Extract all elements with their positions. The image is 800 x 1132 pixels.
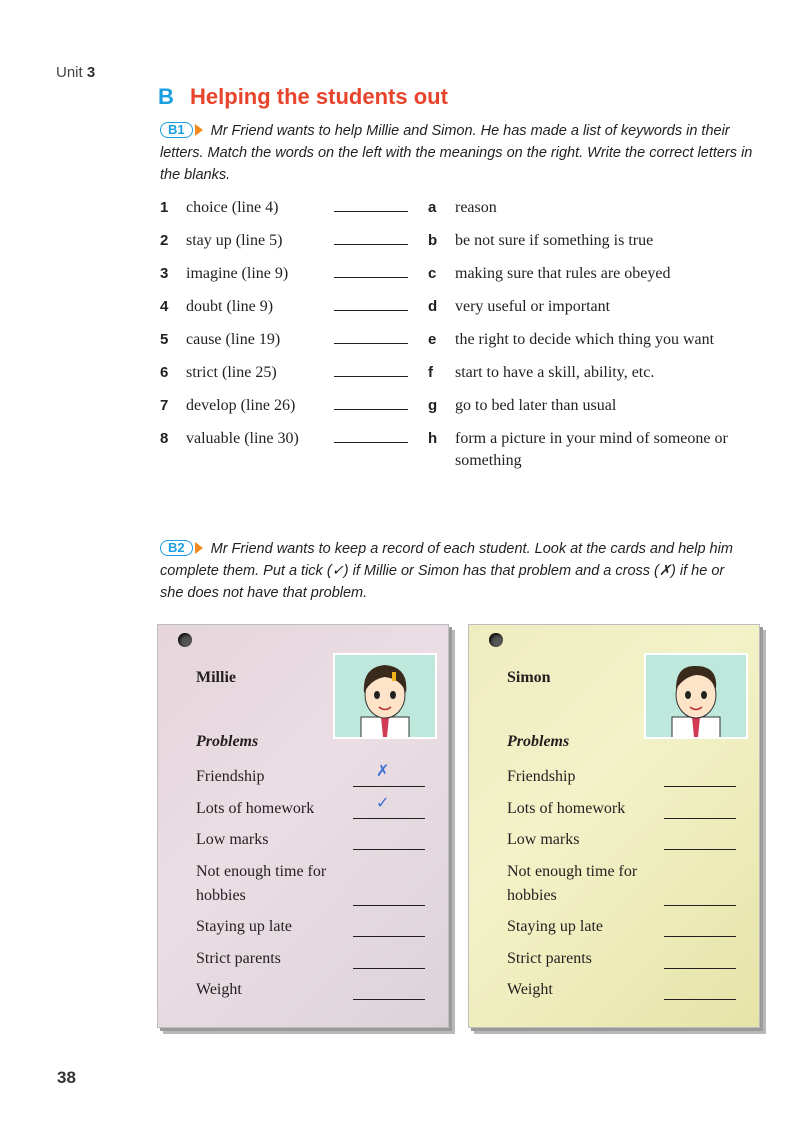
problems-heading: Problems xyxy=(196,733,259,750)
answer-blank[interactable] xyxy=(353,905,425,906)
problem-row xyxy=(507,860,657,908)
problem-label: Friendship xyxy=(507,768,576,785)
match-row xyxy=(160,395,760,417)
meaning-letter: g xyxy=(428,397,438,414)
answer-blank[interactable] xyxy=(664,936,736,937)
answer-blank[interactable] xyxy=(334,296,408,311)
answer-blank[interactable] xyxy=(353,849,425,850)
punch-hole-icon xyxy=(489,633,503,647)
matching-exercise xyxy=(160,197,760,483)
meaning: be not sure if something is true xyxy=(455,232,654,249)
answer-blank[interactable] xyxy=(353,968,425,969)
keyword: doubt (line 9) xyxy=(186,298,274,315)
cross-mark: ✗ xyxy=(376,761,390,780)
answer-blank[interactable] xyxy=(353,999,425,1000)
problem-row xyxy=(196,828,426,852)
problem-row xyxy=(507,797,737,821)
problem-row xyxy=(507,915,737,939)
answer-blank[interactable] xyxy=(353,818,425,819)
simon-card xyxy=(468,624,760,1028)
problem-label: Lots of homework xyxy=(196,799,315,817)
answer-blank[interactable] xyxy=(334,428,408,443)
item-number: 7 xyxy=(160,397,169,414)
answer-blank[interactable] xyxy=(664,849,736,850)
section-heading xyxy=(158,84,448,110)
match-row xyxy=(160,263,760,285)
meaning: go to bed later than usual xyxy=(455,397,617,414)
item-number: 4 xyxy=(160,298,169,315)
meaning-letter: e xyxy=(428,331,437,348)
meaning: making sure that rules are obeyed xyxy=(455,265,671,282)
problem-label: Not enough time for hobbies xyxy=(196,862,327,904)
problem-row xyxy=(196,915,426,939)
section-letter: B xyxy=(158,84,174,109)
match-row xyxy=(160,362,760,384)
section-title: Helping the students out xyxy=(190,84,448,109)
problem-row xyxy=(196,978,426,1002)
keyword: stay up (line 5) xyxy=(186,232,283,249)
b1-instruction-block xyxy=(160,120,760,186)
item-number: 5 xyxy=(160,331,169,348)
answer-blank[interactable] xyxy=(664,786,736,787)
answer-blank[interactable] xyxy=(334,197,408,212)
meaning: very useful or important xyxy=(455,298,611,315)
millie-card xyxy=(157,624,449,1028)
match-row xyxy=(160,428,760,472)
problem-label: Not enough time for hobbies xyxy=(507,862,638,904)
punch-hole-icon xyxy=(178,633,192,647)
problem-row xyxy=(507,765,737,789)
b1-badge: B1 xyxy=(160,122,193,138)
meaning-letter: b xyxy=(428,232,438,249)
meaning-letter: a xyxy=(428,199,437,216)
problem-row xyxy=(507,978,737,1002)
b2-instruction-block xyxy=(160,538,740,604)
problem-label: Low marks xyxy=(196,831,269,848)
problem-label: Friendship xyxy=(196,768,265,785)
keyword: imagine (line 9) xyxy=(186,265,289,282)
tick-mark: ✓ xyxy=(376,792,390,812)
match-row xyxy=(160,197,760,219)
meaning-letter: c xyxy=(428,265,437,282)
play-arrow-icon xyxy=(195,124,203,136)
answer-blank[interactable] xyxy=(664,818,736,819)
problem-label: Strict parents xyxy=(507,949,592,967)
answer-blank[interactable] xyxy=(353,786,425,787)
problem-label: Lots of homework xyxy=(507,799,626,817)
answer-blank[interactable] xyxy=(664,999,736,1000)
problems-heading: Problems xyxy=(507,733,570,750)
card-name: Millie xyxy=(196,669,236,686)
item-number: 8 xyxy=(160,430,169,447)
problem-label: Weight xyxy=(196,981,242,998)
answer-blank[interactable] xyxy=(334,230,408,245)
problem-label: Strict parents xyxy=(196,949,281,967)
meaning-letter: h xyxy=(428,430,438,447)
b2-badge: B2 xyxy=(160,540,193,556)
item-number: 6 xyxy=(160,364,169,381)
keyword: develop (line 26) xyxy=(186,397,296,414)
keyword: valuable (line 30) xyxy=(186,430,299,447)
meaning: the right to decide which thing you want xyxy=(455,331,715,348)
meaning: reason xyxy=(455,199,497,216)
meaning-letter: d xyxy=(428,298,438,315)
problem-label: Weight xyxy=(507,981,553,998)
meaning-letter: f xyxy=(428,364,433,381)
match-row xyxy=(160,296,760,318)
problem-label: Staying up late xyxy=(196,918,292,935)
answer-blank[interactable] xyxy=(334,362,408,377)
item-number: 3 xyxy=(160,265,169,282)
item-number: 1 xyxy=(160,199,169,216)
problem-row xyxy=(196,792,426,821)
problem-row xyxy=(507,828,737,852)
item-number: 2 xyxy=(160,232,169,249)
keyword: choice (line 4) xyxy=(186,199,279,216)
problem-row xyxy=(196,860,346,908)
problems-list xyxy=(196,761,426,1010)
problem-label: Low marks xyxy=(507,831,580,848)
meaning: form a picture in your mind of someone or something xyxy=(455,430,728,469)
unit-number: 3 xyxy=(86,64,96,81)
student-portrait-millie xyxy=(333,653,437,739)
keyword: cause (line 19) xyxy=(186,331,281,348)
play-arrow-icon xyxy=(195,542,203,554)
problem-row xyxy=(196,761,426,789)
student-portrait-simon xyxy=(644,653,748,739)
answer-blank[interactable] xyxy=(664,968,736,969)
unit-text: Unit xyxy=(56,64,83,81)
meaning: start to have a skill, ability, etc. xyxy=(455,364,655,381)
answer-blank[interactable] xyxy=(334,263,408,278)
problems-list xyxy=(507,765,737,1010)
problem-row xyxy=(196,947,426,971)
match-row xyxy=(160,230,760,252)
problem-label: Staying up late xyxy=(507,918,603,935)
keyword: strict (line 25) xyxy=(186,364,277,381)
match-row xyxy=(160,329,760,351)
page-number: 38 xyxy=(57,1068,76,1087)
unit-label xyxy=(56,64,95,81)
card-name: Simon xyxy=(507,669,551,686)
answer-blank[interactable] xyxy=(334,395,408,410)
answer-blank[interactable] xyxy=(353,936,425,937)
problem-row xyxy=(507,947,737,971)
answer-blank[interactable] xyxy=(334,329,408,344)
b2-instruction: Mr Friend wants to keep a record of each student. Look at the cards and help him complete them. Put a tick (✓) if Millie or Simon has that problem and a cross (✗) if he or she does not have that problem. xyxy=(160,541,733,601)
answer-blank[interactable] xyxy=(664,905,736,906)
b1-instruction: Mr Friend wants to help Millie and Simon. He has made a list of keywords in their letters. Match the words on the left with the meanings on the right. Write the correct letters in the blanks. xyxy=(160,123,753,183)
